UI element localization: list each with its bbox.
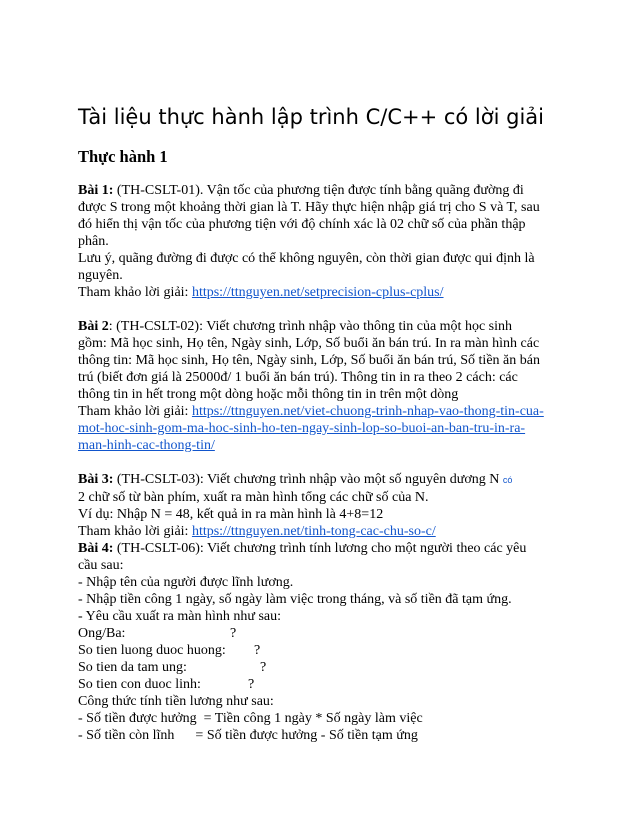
exercise-2-solution-link[interactable]: mot-hoc-sinh-gom-ma-hoc-sinh-ho-ten-ngay-sinh-lop-so-buoi-an-ban-tru-in-ra- <box>78 421 526 436</box>
exercise-2-label: Bài 2 <box>78 319 109 334</box>
exercise-4-line: - Nhập tiền công 1 ngày, số ngày làm việc trong tháng, và số tiền đã tạm ứng. <box>78 592 512 607</box>
exercise-3-label: Bài 3: <box>78 472 114 487</box>
exercise-2-solution-link[interactable]: man-hinh-cac-thong-tin/ <box>78 438 215 453</box>
exercise-3-line: Ví dụ: Nhập N = 48, kết quả in ra màn hình là 4+8=12 <box>78 507 384 522</box>
exercise-2-reference: Tham khảo lời giải: https://ttnguyen.net/viet-chuong-trinh-nhap-vao-thong-tin-cua- <box>78 404 544 419</box>
exercise-1-solution-link[interactable]: https://ttnguyen.net/setprecision-cplus-cplus/ <box>191 285 444 300</box>
exercise-3-solution-link[interactable]: https://ttnguyen.net/tinh-tong-cac-chu-so-c/ <box>191 524 436 539</box>
formula-title: Công thức tính tiền lương như sau: <box>78 694 274 709</box>
exercise-3 <box>78 471 568 540</box>
exercise-3-line: 2 chữ số từ bàn phím, xuất ra màn hình tổng các chữ số của N. <box>78 490 429 505</box>
exercise-1 <box>78 182 568 301</box>
exercise-4-label: Bài 4: <box>78 541 114 556</box>
exercise-1-line: nguyên. <box>78 268 123 283</box>
exercise-1-reference: Tham khảo lời giải: https://ttnguyen.net/setprecision-cplus-cplus/ <box>78 285 444 300</box>
exercise-2-line: gồm: Mã học sinh, Họ tên, Ngày sinh, Lớp, Số buổi ăn bán trú. In ra màn hình các <box>78 336 540 351</box>
inline-note: có <box>502 475 513 485</box>
exercise-2-solution-link[interactable]: https://ttnguyen.net/viet-chuong-trinh-nhap-vao-thong-tin-cua- <box>191 404 544 419</box>
exercise-2-line: thông tin in hết trong một dòng hoặc mỗi thông tin in trên một dòng <box>78 387 459 402</box>
formula-line: - Số tiền được hưởng = Tiền công 1 ngày * Số ngày làm việc <box>78 711 423 726</box>
exercise-2-line: trú (biết đơn giá là 25000đ/ 1 buổi ăn bán trú). Thông tin in ra theo 2 cách: các <box>78 370 518 385</box>
output-row: So tien con duoc linh: ? <box>78 677 255 692</box>
exercise-2 <box>78 318 568 454</box>
document-content <box>78 102 568 744</box>
exercise-1-line: phân. <box>78 234 109 249</box>
exercise-2-line: thông tin: Mã học sinh, Họ tên, Ngày sinh, Lớp, Số buổi ăn bán trú, Số tiền ăn bán <box>78 353 540 368</box>
exercise-4-line: cầu sau: <box>78 558 124 573</box>
exercise-1-line: được S trong một khoảng thời gian là T. Hãy thực hiện nhập giá trị cho S và T, sau <box>78 200 540 215</box>
exercise-4-line: Bài 4: (TH-CSLT-06): Viết chương trình tính lương cho một người theo các yêu <box>78 541 527 556</box>
exercise-3-line: Bài 3: (TH-CSLT-03): Viết chương trình nhập vào một số nguyên dương N có <box>78 472 513 487</box>
exercise-4-line: - Yêu cầu xuất ra màn hình như sau: <box>78 609 282 624</box>
exercise-1-line: Bài 1: (TH-CSLT-01). Vận tốc của phương tiện được tính bằng quãng đường đi <box>78 183 524 198</box>
exercise-4 <box>78 540 568 744</box>
output-row: Ong/Ba: ? <box>78 626 237 641</box>
formula-line: - Số tiền còn lĩnh = Số tiền được hưởng - Số tiền tạm ứng <box>78 728 418 743</box>
exercise-1-line: Lưu ý, quãng đường đi được có thể không nguyên, còn thời gian được qui định là <box>78 251 535 266</box>
exercise-2-line: Bài 2: (TH-CSLT-02): Viết chương trình nhập vào thông tin của một học sinh <box>78 319 512 334</box>
exercise-4-line: - Nhập tên của người được lĩnh lương. <box>78 575 294 590</box>
exercise-3-reference: Tham khảo lời giải: https://ttnguyen.net/tinh-tong-cac-chu-so-c/ <box>78 524 436 539</box>
exercise-1-line: đó hiển thị vận tốc của phương tiện với độ chính xác là 02 chữ số của phần thập <box>78 217 526 232</box>
document-title: Tài liệu thực hành lập trình C/C++ có lời giải <box>78 105 544 129</box>
output-row: So tien luong duoc huong: ? <box>78 643 261 658</box>
output-row: So tien da tam ung: ? <box>78 660 267 675</box>
section-heading: Thực hành 1 <box>78 147 168 166</box>
exercise-1-label: Bài 1: <box>78 183 114 198</box>
